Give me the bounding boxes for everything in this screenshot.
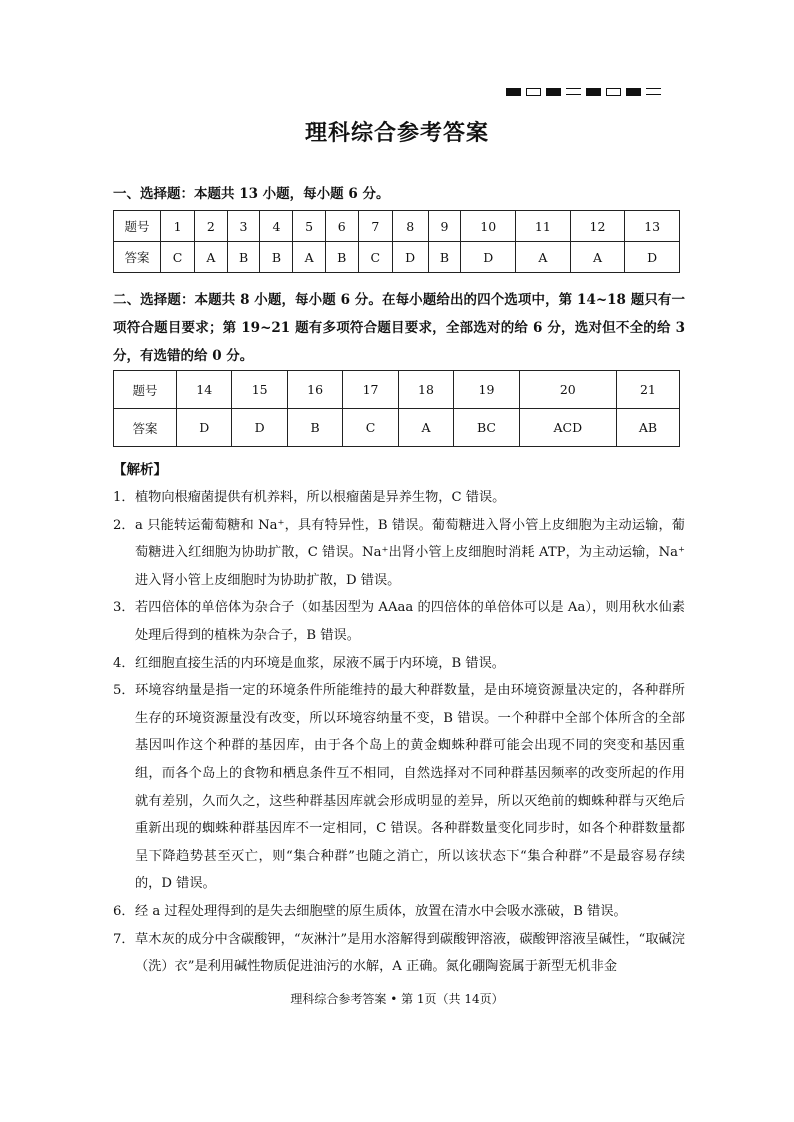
table-cell: C xyxy=(161,242,195,273)
item-text: 环境容纳量是指一定的环境条件所能维持的最大种群数量，是由环境资源量决定的，各种群所生存的环境资源量没有改变，所以环境容纳量不变，B 错误。一个种群中全部个体所含的全部基因叫作这个种群的基因库，由于各个岛上的黄金蜘蛛种群可能会出现不同的突变和基因重组，而各个岛上的食物和栖息条件互不相同，自然选择对不同种群基因频率的改变所起的作用就有差别，久而久之，这些种群基因库就会形成明显的差异，所以灭绝前的蜘蛛种群与灭绝后重新出现的蜘蛛种群基因库不一定相同，C 错误。各种群数量变化同步时，如各个种群数量都呈下降趋势甚至灭亡，则“集合种群”也随之消亡，所以该状态下“集合种群”不是最容易存续的，D 错误。 xyxy=(135,683,685,892)
table-cell: 5 xyxy=(293,211,325,242)
answer-table-1 xyxy=(113,210,680,273)
table-cell: 20 xyxy=(519,371,616,409)
list-item xyxy=(113,926,685,981)
table-cell: 18 xyxy=(398,371,453,409)
table-cell: 11 xyxy=(516,211,571,242)
table-cell: 17 xyxy=(343,371,398,409)
item-text: 若四倍体的单倍体为杂合子（如基因型为 AAaa 的四倍体的单倍体可以是 Aa），则用秋水仙素处理后得到的植株为杂合子，B 错误。 xyxy=(135,600,685,643)
table-row xyxy=(114,371,680,409)
item-number: 2． xyxy=(113,517,135,533)
row-label: 答案 xyxy=(114,409,177,447)
item-number: 4． xyxy=(113,655,135,671)
table-row xyxy=(114,211,680,242)
table-cell: 19 xyxy=(454,371,520,409)
table-cell: 13 xyxy=(625,211,680,242)
table-cell: 14 xyxy=(177,371,232,409)
table-cell: 12 xyxy=(570,211,625,242)
item-text: 植物向根瘤菌提供有机养料，所以根瘤菌是异养生物，C 错误。 xyxy=(135,490,506,505)
item-text: 经 a 过程处理得到的是失去细胞壁的原生质体，放置在清水中会吸水涨破，B 错误。 xyxy=(135,903,627,919)
item-number: 6． xyxy=(113,903,135,919)
section1-heading: 一、选择题：本题共 13 小题，每小题 6 分。 xyxy=(113,186,390,202)
row-label: 题号 xyxy=(114,211,161,242)
table-cell: A xyxy=(398,409,453,447)
table-cell: 3 xyxy=(227,211,260,242)
table-cell: D xyxy=(392,242,428,273)
analysis-heading: 【解析】 xyxy=(113,462,167,478)
answer-table-2 xyxy=(113,370,680,447)
table-cell: 15 xyxy=(232,371,287,409)
header-decoration xyxy=(506,88,661,96)
list-item xyxy=(113,594,685,649)
item-number: 1． xyxy=(113,490,135,505)
table-cell: C xyxy=(358,242,392,273)
table-row xyxy=(114,242,680,273)
table-cell: 6 xyxy=(325,211,358,242)
list-item xyxy=(113,650,685,678)
table-cell: A xyxy=(293,242,325,273)
table-cell: ACD xyxy=(519,409,616,447)
table-cell: 8 xyxy=(392,211,428,242)
table-cell: 7 xyxy=(358,211,392,242)
item-text: 红细胞直接生活的内环境是血浆，尿液不属于内环境，B 错误。 xyxy=(135,655,505,671)
table-cell: B xyxy=(428,242,461,273)
list-item xyxy=(113,677,685,898)
table-cell: 9 xyxy=(428,211,461,242)
list-item xyxy=(113,898,685,926)
table-cell: B xyxy=(227,242,260,273)
table-cell: 2 xyxy=(195,211,227,242)
item-text: a 只能转运葡萄糖和 Na⁺，具有特异性，B 错误。葡萄糖进入肾小管上皮细胞为主动运输，葡萄糖进入红细胞为协助扩散，C 错误。Na⁺出肾小管上皮细胞时消耗 ATP，为主动运输，Na⁺进入肾小管上皮细胞时为协助扩散，D 错误。 xyxy=(135,517,685,588)
table-cell: B xyxy=(260,242,293,273)
table-cell: A xyxy=(570,242,625,273)
table-cell: C xyxy=(343,409,398,447)
page-footer: 理科综合参考答案 • 第 1页（共 14页） xyxy=(290,992,504,1006)
table-cell: BC xyxy=(454,409,520,447)
table-cell: A xyxy=(516,242,571,273)
section2-heading: 二、选择题：本题共 8 小题，每小题 6 分。在每小题给出的四个选项中，第 14~18 题只有一项符合题目要求；第 19~21 题有多项符合题目要求，全部选对的给 6 分，选对但不全的给 3 分，有选错的给 0 分。 xyxy=(113,292,685,364)
table-cell: B xyxy=(325,242,358,273)
list-item xyxy=(113,484,685,512)
table-row xyxy=(114,409,680,447)
item-number: 5． xyxy=(113,683,135,699)
item-number: 7． xyxy=(113,931,135,947)
table-cell: B xyxy=(287,409,342,447)
table-cell: A xyxy=(195,242,227,273)
table-cell: AB xyxy=(616,409,679,447)
page-title: 理科综合参考答案 xyxy=(304,120,489,146)
item-number: 3． xyxy=(113,600,135,616)
table-cell: 16 xyxy=(287,371,342,409)
table-cell: 4 xyxy=(260,211,293,242)
row-label: 答案 xyxy=(114,242,161,273)
table-cell: D xyxy=(461,242,516,273)
table-cell: D xyxy=(177,409,232,447)
table-cell: 1 xyxy=(161,211,195,242)
table-cell: D xyxy=(625,242,680,273)
table-cell: 21 xyxy=(616,371,679,409)
item-text: 草木灰的成分中含碳酸钾，“灰淋汁”是用水溶解得到碳酸钾溶液，碳酸钾溶液呈碱性，“取碱浣（洗）衣”是利用碱性物质促进油污的水解，A 正确。氮化硼陶瓷属于新型无机非金 xyxy=(135,931,685,975)
row-label: 题号 xyxy=(114,371,177,409)
table-cell: D xyxy=(232,409,287,447)
list-item xyxy=(113,512,685,595)
analysis-list xyxy=(113,484,685,981)
table-cell: 10 xyxy=(461,211,516,242)
